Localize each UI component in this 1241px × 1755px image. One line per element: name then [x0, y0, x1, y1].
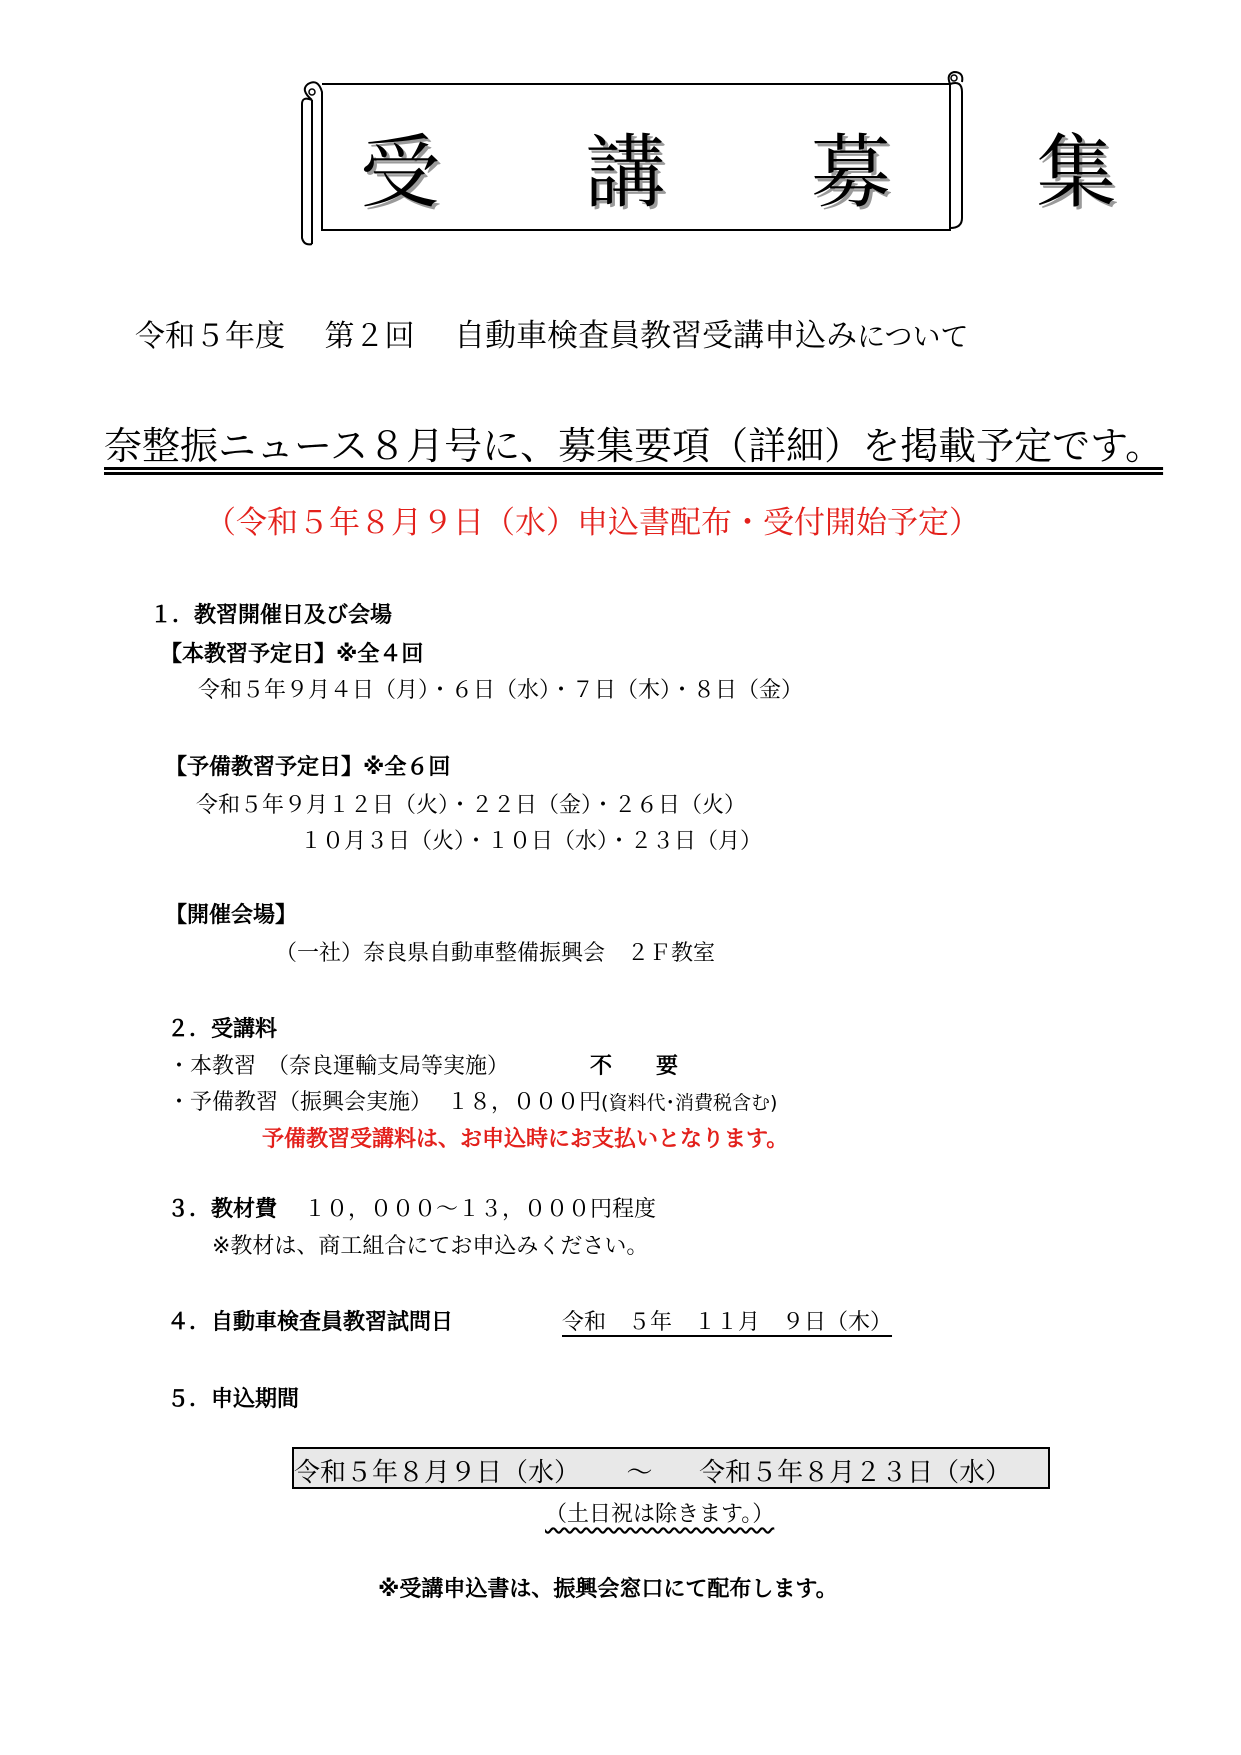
section3-line — [167, 1192, 656, 1223]
section5-heading: ５．申込期間 — [167, 1387, 300, 1412]
section1-heading: １．教習開催日及び会場 — [150, 603, 393, 628]
section1-venue-label: 【開催会場】 — [165, 903, 298, 928]
section2-heading: ２．受講料 — [167, 1017, 278, 1042]
subtitle-suffix: について — [857, 320, 969, 353]
section2-main-fee: 不 要 — [590, 1054, 679, 1079]
application-period-box — [292, 1447, 1050, 1489]
banner-title: 受 講 募 集 — [360, 126, 1177, 219]
subtitle-course: 自動車検査員教習受講申込み — [454, 318, 858, 354]
section1-reserve-dates-2: １０月３日（火）・１０日（水）・２３日（月） — [300, 829, 763, 854]
section1-venue: （一社）奈良県自動車整備振興会 ２Ｆ教室 — [275, 941, 716, 966]
footer-note: ※受講申込書は、振興会窓口にて配布します。 — [378, 1577, 838, 1602]
section2-reserve-item — [168, 1085, 777, 1116]
section2-reserve-item-label: ・予備教習（振興会実施） — [168, 1090, 433, 1115]
section1-reserve-label: 【予備教習予定日】※全６回 — [165, 755, 451, 780]
period-exclusion: （土日祝は除きます。） — [545, 1502, 775, 1527]
section1-reserve-dates-1: 令和５年９月１２日（火）・２２日（金）・２６日（火） — [196, 793, 747, 818]
period-start: 令和５年８月９日（水） — [294, 1458, 581, 1488]
period-end: 令和５年８月２３日（水） — [699, 1458, 1012, 1488]
subtitle — [135, 310, 969, 355]
subtitle-year: 令和５年度 — [135, 319, 285, 354]
section3-amount: １０，０００～１３，０００円程度 — [304, 1197, 657, 1222]
section2-payment-note: 予備教習受講料は、お申込時にお支払いとなります。 — [262, 1127, 789, 1152]
section4-date: 令和 ５年 １１月 ９日（木） — [562, 1310, 893, 1335]
section2-reserve-fee: １８，０００円 — [447, 1090, 602, 1115]
headline: 奈整振ニュース８月号に、募集要項（詳細）を掲載予定です。 — [104, 424, 1164, 468]
section4-heading: ４．自動車検査員教習試問日 — [167, 1310, 454, 1335]
period-tilde: ～ — [626, 1458, 653, 1488]
section1-main-dates: 令和５年９月４日（月）・６日（水）・７日（木）・８日（金） — [198, 678, 804, 703]
red-notice: （令和５年８月９日（水）申込書配布・受付開始予定） — [205, 505, 980, 541]
section1-main-label: 【本教習予定日】※全４回 — [160, 642, 424, 667]
subtitle-round: 第２回 — [324, 319, 415, 354]
section2-main-item: ・本教習 （奈良運輸支局等実施） — [168, 1054, 510, 1079]
section2-reserve-fee-note: (資料代･消費税含む) — [601, 1092, 778, 1114]
section3-heading: ３．教材費 — [167, 1197, 278, 1222]
section3-note: ※教材は、商工組合にてお申込みください。 — [212, 1234, 649, 1259]
